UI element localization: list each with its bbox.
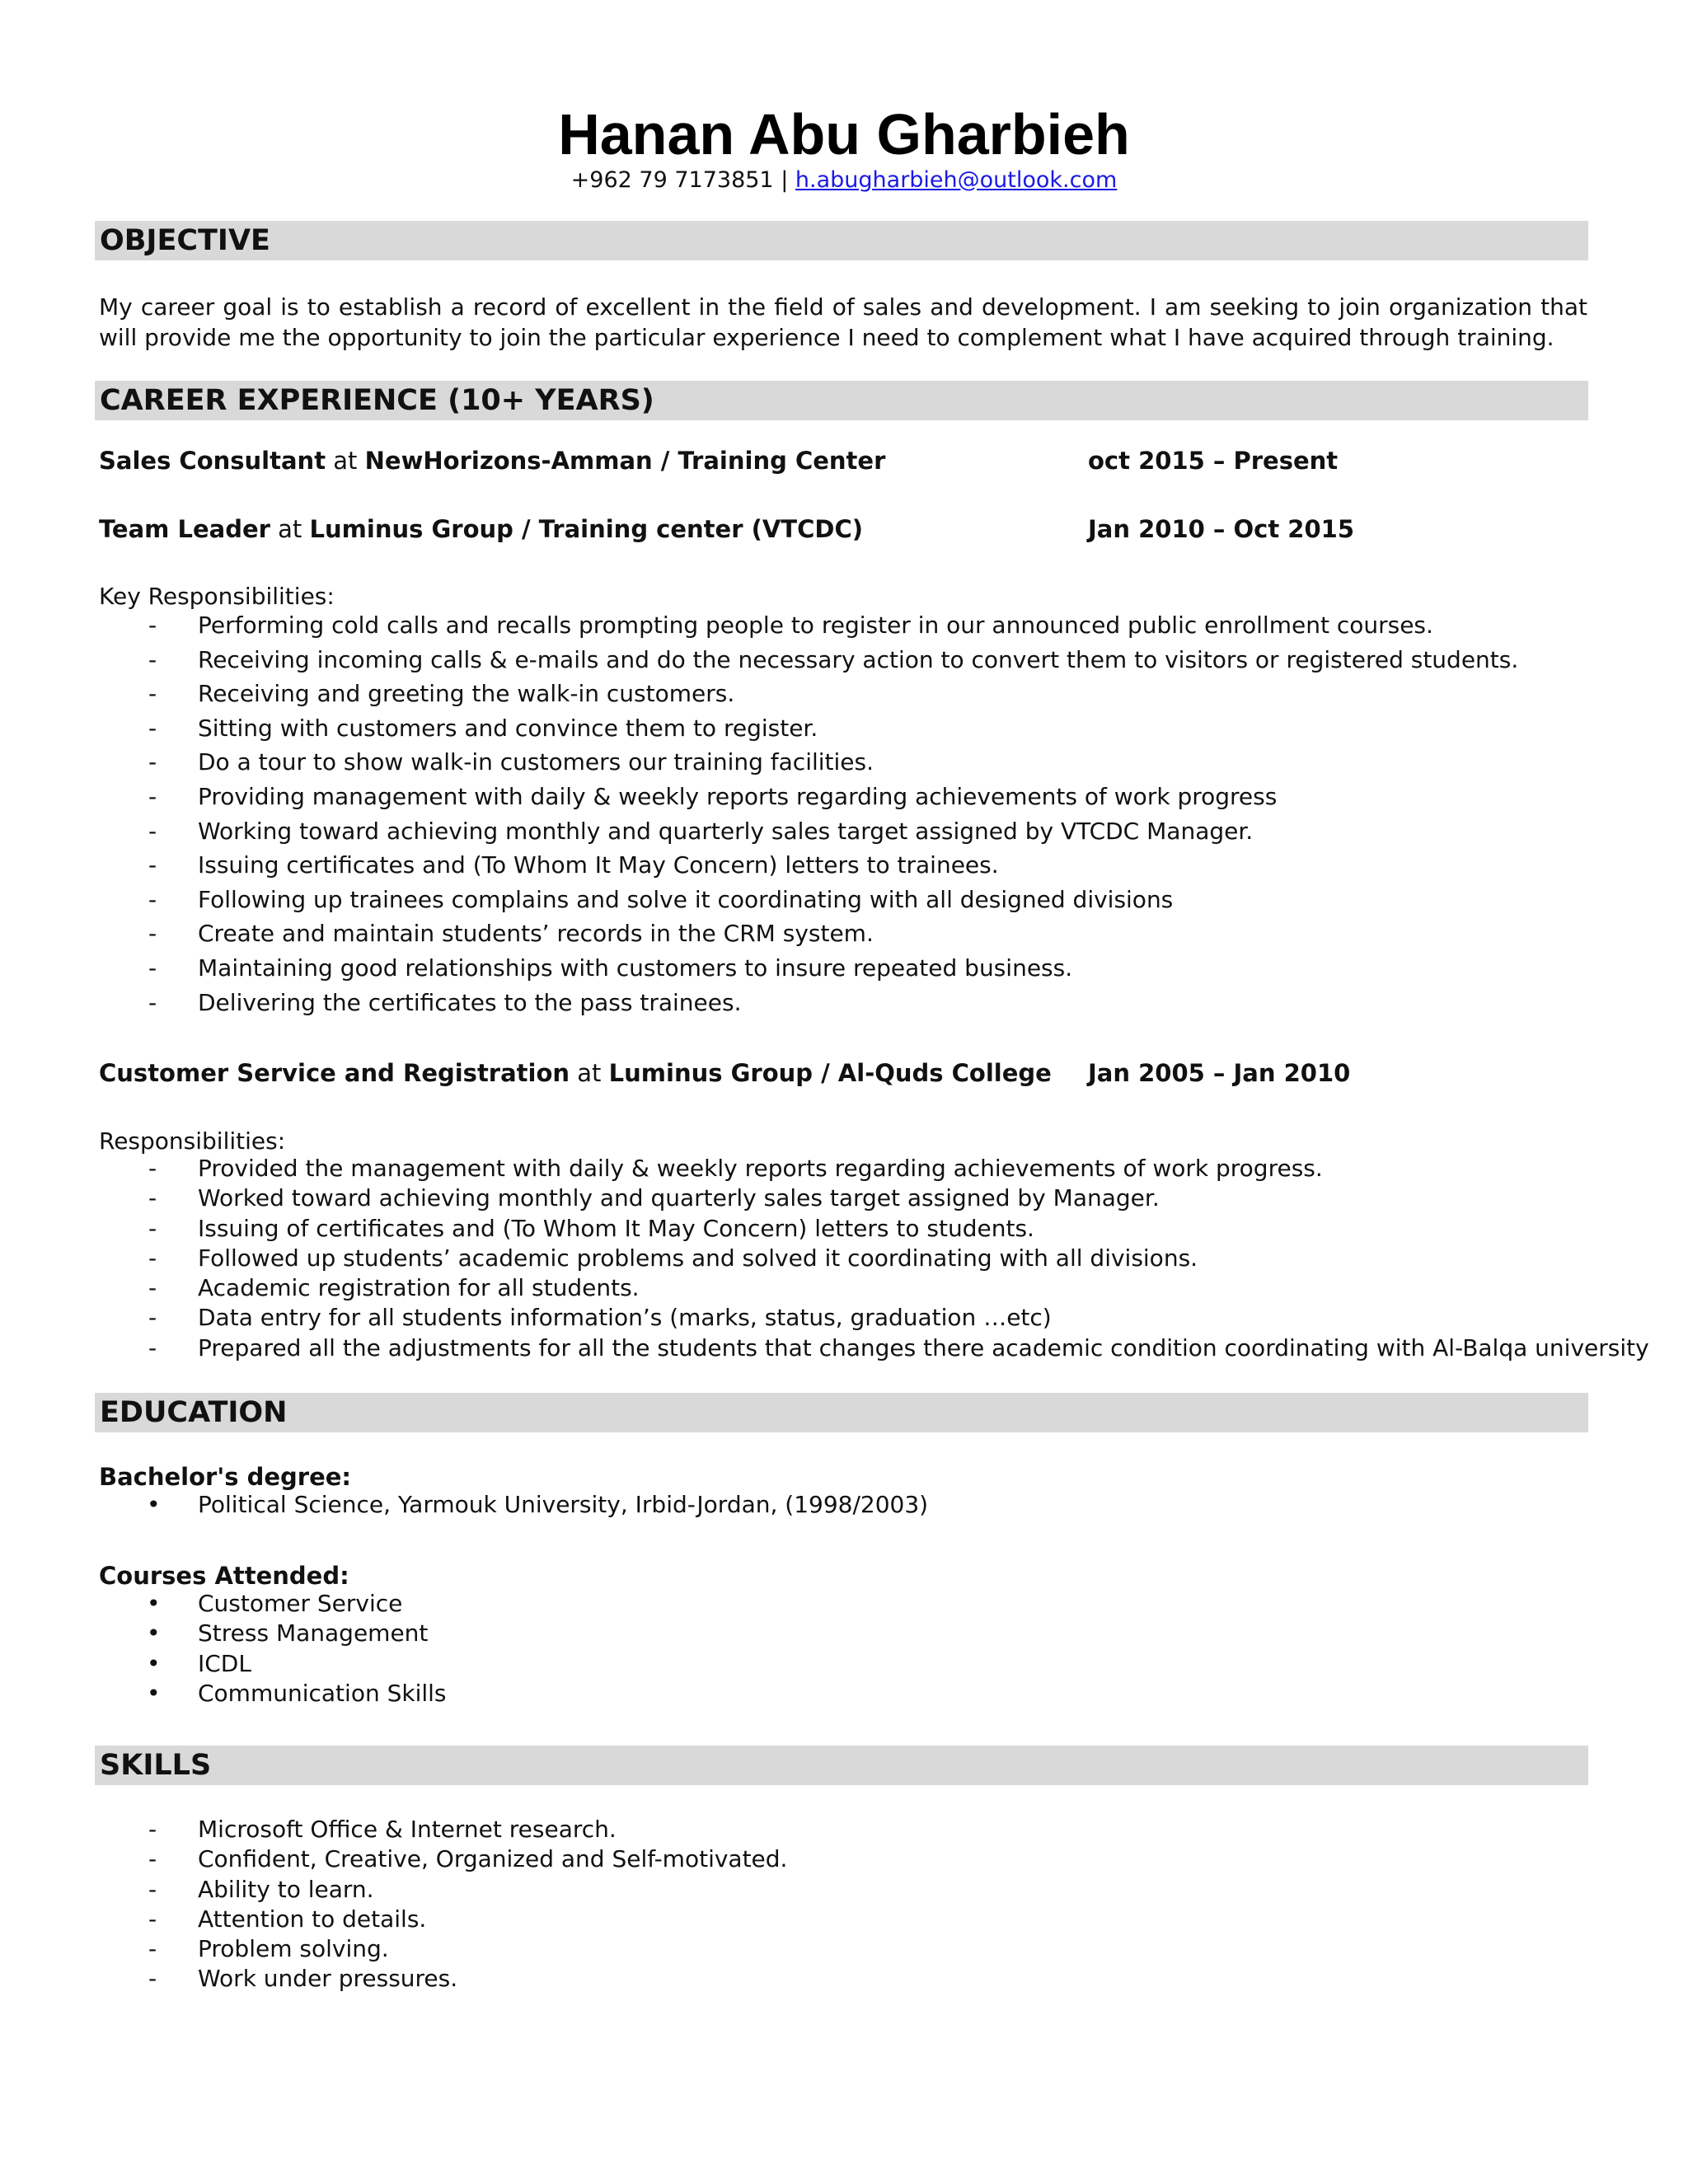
job-dates: Jan 2010 – Oct 2015: [1088, 515, 1355, 543]
list-item: • Political Science, Yarmouk University, Irbid-Jordan, (1998/2003): [0, 1490, 1688, 1520]
education-section-header: [95, 1393, 1588, 1432]
customer-service-responsibilities: [0, 1154, 1688, 1363]
list-item: - Following up trainees complains and solve it coordinating with all designed divisions: [0, 883, 1688, 917]
objective-title: OBJECTIVE: [100, 224, 270, 257]
job-role: Sales Consultant: [99, 447, 326, 475]
list-item: - Receiving and greeting the walk-in customers.: [0, 677, 1688, 711]
list-item: • Communication Skills: [0, 1679, 1688, 1708]
job-title-sales-consultant: [99, 444, 885, 477]
list-item: - Issuing certificates and (To Whom It May Concern) letters to trainees.: [0, 848, 1688, 883]
job-dates: oct 2015 – Present: [1088, 447, 1339, 475]
objective-text: My career goal is to establish a record of excellent in the field of sales and development. I am seeking to join organization that will provide me the opportunity to join the particular experience I need to complement what I have acquired through training.: [99, 293, 1587, 351]
career-title: CAREER EXPERIENCE (10+ YEARS): [100, 384, 654, 417]
job-role: Team Leader: [99, 515, 270, 543]
list-item: • Customer Service: [0, 1589, 1688, 1619]
list-item: - Ability to learn.: [0, 1875, 1688, 1905]
skills-list: [0, 1815, 1688, 1994]
list-item: - Academic registration for all students.: [0, 1273, 1688, 1303]
job-at: at: [577, 1059, 602, 1087]
phone-number: +962 79 7173851: [570, 167, 774, 193]
list-item: - Maintaining good relationships with customers to insure repeated business.: [0, 951, 1688, 986]
list-item: - Delivering the certificates to the pass trainees.: [0, 986, 1688, 1020]
list-item: - Performing cold calls and recalls prompting people to register in our announced public enrollment courses.: [0, 608, 1688, 643]
education-title: EDUCATION: [100, 1396, 288, 1429]
list-item: - Receiving incoming calls & e-mails and do the necessary action to convert them to visitors or registered students.: [0, 643, 1688, 677]
job-at: at: [278, 515, 302, 543]
job-organization: Luminus Group / Training center (VTCDC): [309, 515, 863, 543]
job-at: at: [333, 447, 358, 475]
responsibilities-label: Responsibilities:: [99, 1127, 286, 1155]
job-title-team-leader: [99, 513, 863, 546]
list-item: - Providing management with daily & weekly reports regarding achievements of work progress: [0, 780, 1688, 814]
career-section-header: [95, 381, 1588, 420]
list-item: • Stress Management: [0, 1619, 1688, 1648]
degree-list: [0, 1490, 1688, 1520]
job-title-customer-service: [99, 1057, 1052, 1090]
list-item: - Provided the management with daily & weekly reports regarding achievements of work progress.: [0, 1154, 1688, 1183]
contact-separator: |: [781, 167, 789, 193]
courses-label: Courses Attended:: [99, 1562, 349, 1590]
courses-list: [0, 1589, 1688, 1708]
list-item: - Confident, Creative, Organized and Self-motivated.: [0, 1844, 1688, 1874]
list-item: - Create and maintain students’ records in the CRM system.: [0, 916, 1688, 951]
email-link[interactable]: h.abugharbieh@outlook.com: [795, 167, 1118, 193]
team-leader-responsibilities: [0, 608, 1688, 1019]
list-item: - Microsoft Office & Internet research.: [0, 1815, 1688, 1844]
list-item: - Work under pressures.: [0, 1964, 1688, 1994]
degree-label: Bachelor's degree:: [99, 1463, 352, 1491]
list-item: - Worked toward achieving monthly and quarterly sales target assigned by Manager.: [0, 1183, 1688, 1213]
skills-section-header: [95, 1746, 1588, 1785]
list-item: - Attention to details.: [0, 1905, 1688, 1934]
list-item: - Working toward achieving monthly and quarterly sales target assigned by VTCDC Manager.: [0, 814, 1688, 849]
list-item: • ICDL: [0, 1649, 1688, 1679]
list-item: - Sitting with customers and convince them to register.: [0, 711, 1688, 746]
candidate-name: Hanan Abu Gharbieh: [558, 102, 1130, 166]
job-role: Customer Service and Registration: [99, 1059, 570, 1087]
job-organization: NewHorizons-Amman / Training Center: [364, 447, 886, 475]
list-item: - Data entry for all students information’s (marks, status, graduation …etc): [0, 1303, 1688, 1333]
objective-section-header: [95, 221, 1588, 260]
list-item: - Do a tour to show walk-in customers our training facilities.: [0, 745, 1688, 780]
job-dates: Jan 2005 – Jan 2010: [1088, 1059, 1351, 1087]
job-organization: Luminus Group / Al-Quds College: [608, 1059, 1052, 1087]
list-item: - Prepared all the adjustments for all the students that changes there academic condition coordinating with Al-Balqa university: [0, 1333, 1688, 1363]
contact-line: [0, 165, 1688, 196]
responsibilities-label: Key Responsibilities:: [99, 583, 335, 610]
list-item: - Followed up students’ academic problems and solved it coordinating with all divisions.: [0, 1244, 1688, 1273]
skills-title: SKILLS: [100, 1749, 212, 1782]
list-item: - Problem solving.: [0, 1934, 1688, 1964]
list-item: - Issuing of certificates and (To Whom It May Concern) letters to students.: [0, 1214, 1688, 1244]
